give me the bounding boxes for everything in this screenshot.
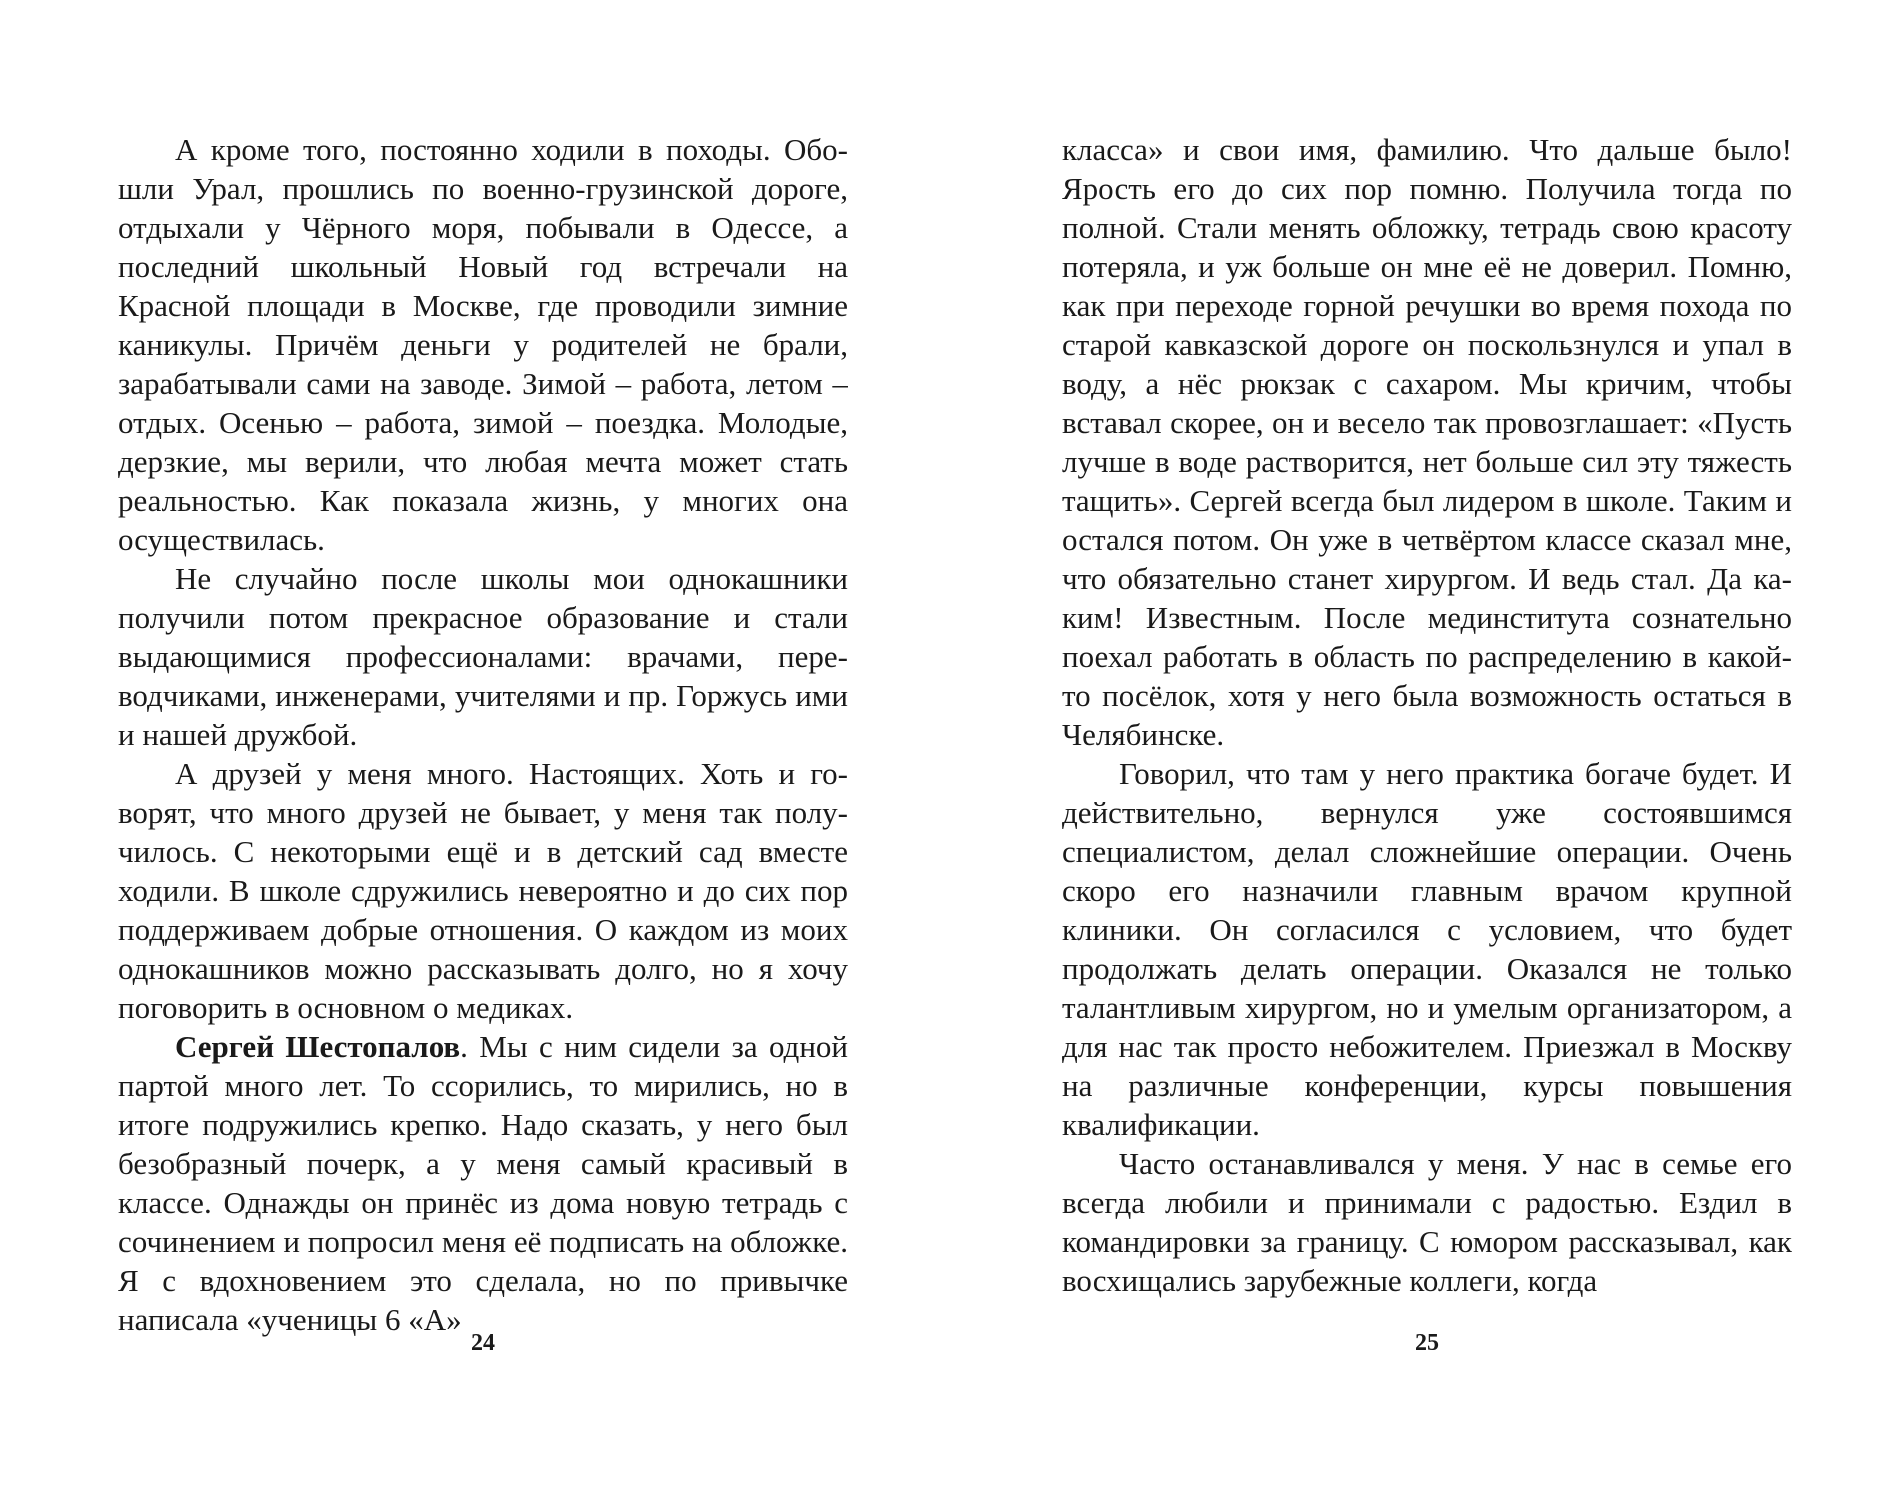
paragraph-sergey [118,1027,848,1339]
paragraph: Часто останавливался у меня. У нас в семье его всегда любили и принимали с радостью. Ездил в командировки за границу. С юмором рассказывал, как восхищались зарубежные коллеги, когда [1062,1146,1792,1298]
paragraph-continuation: класса» и свои имя, фамилию. Что дальше было! Ярость его до сих пор помню. Получила тогда по полной. Стали менять обложку, тетрадь свою красоту потеряла, и уж больше он мне её не доверил. Помню, как при переходе горной речушки во время похода по старой кавказской дороге он поскользнулся и упал в воду, а нёс рюкзак с сахаром. Мы кричим, чтобы вставал скорее, он и весело так провозглашает: «Пусть лучше в воде растворится, нет больше сил эту тяжесть тащить». Сергей всегда был лидером в школе. Таким и остался потом. Он уже в четвёртом классе сказал мне, что обязательно станет хирургом. И ведь стал. Да каким! Известным. После мединститута сознательно поехал работать в область по распределению в какой-то посёлок, хотя у него была возможность остаться в Челябинске. [1062,132,1792,752]
left-page-body [118,130,848,1345]
right-page [1062,130,1792,1390]
page-number-right: 25 [1415,1330,1439,1356]
paragraph: А кроме того, постоянно ходили в походы. Обошли Урал, прошлись по военно-грузинской дороге, отдыхали у Чёрного моря, побывали в Одессе, а последний школьный Новый год встречали на Красной площади в Москве, где проводили зимние каникулы. Причём деньги у родителей не брали, зарабатывали сами на заводе. Зимой – работа, летом – отдых. Осенью – работа, зимой – поездка. Молодые, дерзкие, мы верили, что любая мечта может стать реальностью. Как показала жизнь, у многих она осуществилась. [118,132,848,557]
paragraph: Не случайно после школы мои однокашники получили потом прекрасное образование и стали выдающимися профессионалами: врачами, переводчиками, инженерами, учителями и пр. Горжусь ими и нашей дружбой. [118,561,848,752]
paragraph: А друзей у меня много. Настоящих. Хоть и говорят, что много друзей не бывает, у меня так получилось. С некоторыми ещё и в детский сад вместе ходили. В школе сдружились невероятно и до сих пор поддерживаем добрые отношения. О каждом из моих однокашников можно рассказывать долго, но я хочу поговорить в основном о медиках. [118,756,848,1025]
paragraph: Говорил, что там у него практика богаче будет. И действительно, вернулся уже состоявшимся специалистом, делал сложнейшие операции. Очень скоро его назначили главным врачом крупной клиники. Он согласился с условием, что будет продолжать делать операции. Оказался не только талантливым хирургом, но и умелым организатором, а для нас так просто небожителем. Приезжал в Москву на различные конференции, курсы повышения квалификации. [1062,756,1792,1142]
left-page [118,130,848,1390]
right-page-body [1062,130,1792,1345]
page-number-left: 24 [471,1330,495,1356]
paragraph-text: . Мы с ним сидели за одной партой много лет. То ссорились, то мирились, но в итоге подружились крепко. Надо сказать, у него был безобразный почерк, а у меня самый красивый в классе. Однажды он принёс из дома новую тетрадь с сочинением и попросил меня её подписать на обложке. Я с вдохновением это сделала, но по привычке написала «ученицы 6 «А» [118,1029,848,1337]
person-name-bold: Сергей Шестопалов [175,1029,461,1064]
